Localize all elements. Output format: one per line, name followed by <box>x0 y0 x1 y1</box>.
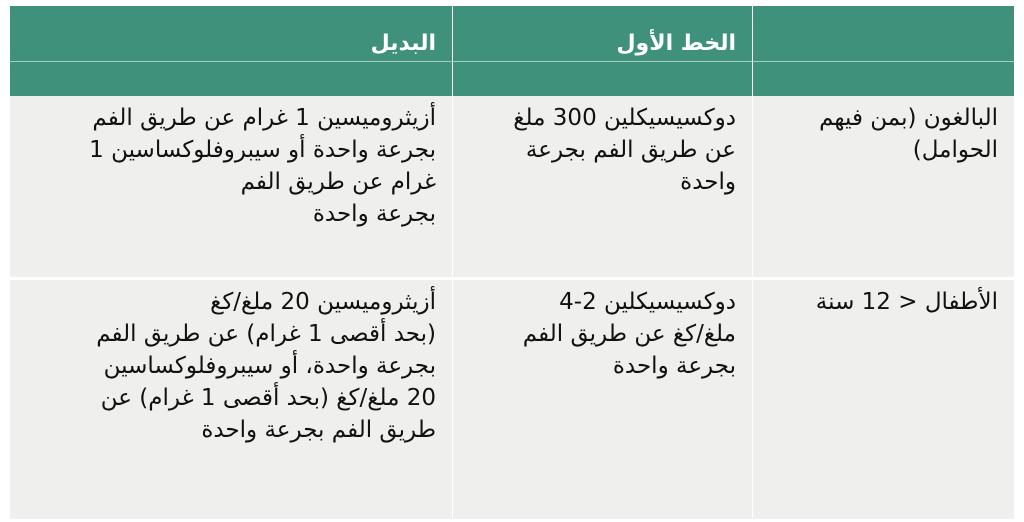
cell-text-line: 20 ملغ/كغ (بحد أقصى 1 غرام) عن <box>100 385 436 411</box>
cell-text-line: البالغون (بمن فيهم <box>819 105 998 131</box>
cell-text-line: الحوامل) <box>912 137 998 163</box>
cell-group <box>752 280 1014 519</box>
header-alternative-label: البديل <box>370 31 436 56</box>
table-row-adults <box>10 96 1014 277</box>
cell-text-line: عن طريق الفم بجرعة <box>525 137 736 163</box>
cell-text-line: ملغ/كغ عن طريق الفم <box>522 321 736 347</box>
cell-text-line: بجرعة واحدة <box>612 353 736 379</box>
cell-first-line <box>452 96 752 277</box>
cell-text-line: بجرعة واحدة، أو سيبروفلوكساسين <box>103 353 436 379</box>
cell-alternative <box>10 96 452 277</box>
cell-text-line: واحدة <box>680 169 736 195</box>
cell-text-line: أزيثروميسين 1 غرام عن طريق الفم <box>92 105 436 131</box>
header-alternative <box>10 6 452 96</box>
cell-text-line: طريق الفم بجرعة واحدة <box>201 417 436 443</box>
cell-text-line: الأطفال < 12 سنة <box>815 289 998 315</box>
table-row-children <box>10 280 1014 519</box>
cell-text-line: دوكسيسيكلين 300 ملغ <box>513 105 736 131</box>
cell-text-line: أزيثروميسين 20 ملغ/كغ <box>210 289 436 315</box>
header-first-line <box>452 6 752 96</box>
header-divider-line <box>753 61 1014 62</box>
cell-text-line: غرام عن طريق الفم <box>240 169 436 195</box>
cell-group <box>752 96 1014 277</box>
treatment-table <box>10 6 1014 522</box>
cell-text-line: بجرعة واحدة <box>312 201 436 227</box>
header-group <box>752 6 1014 96</box>
cell-text-line: (بحد أقصى 1 غرام) عن طريق الفم <box>96 321 436 347</box>
header-divider-line <box>453 61 752 62</box>
cell-text-line: بجرعة واحدة أو سيبروفلوكساسين 1 <box>89 137 436 163</box>
cell-text-line: دوكسيسيكلين 2-4 <box>559 289 736 315</box>
cell-alternative <box>10 280 452 519</box>
header-first-line-label: الخط الأول <box>616 31 736 56</box>
table-header-row <box>10 6 1014 96</box>
header-divider-line <box>10 61 452 62</box>
cell-first-line <box>452 280 752 519</box>
